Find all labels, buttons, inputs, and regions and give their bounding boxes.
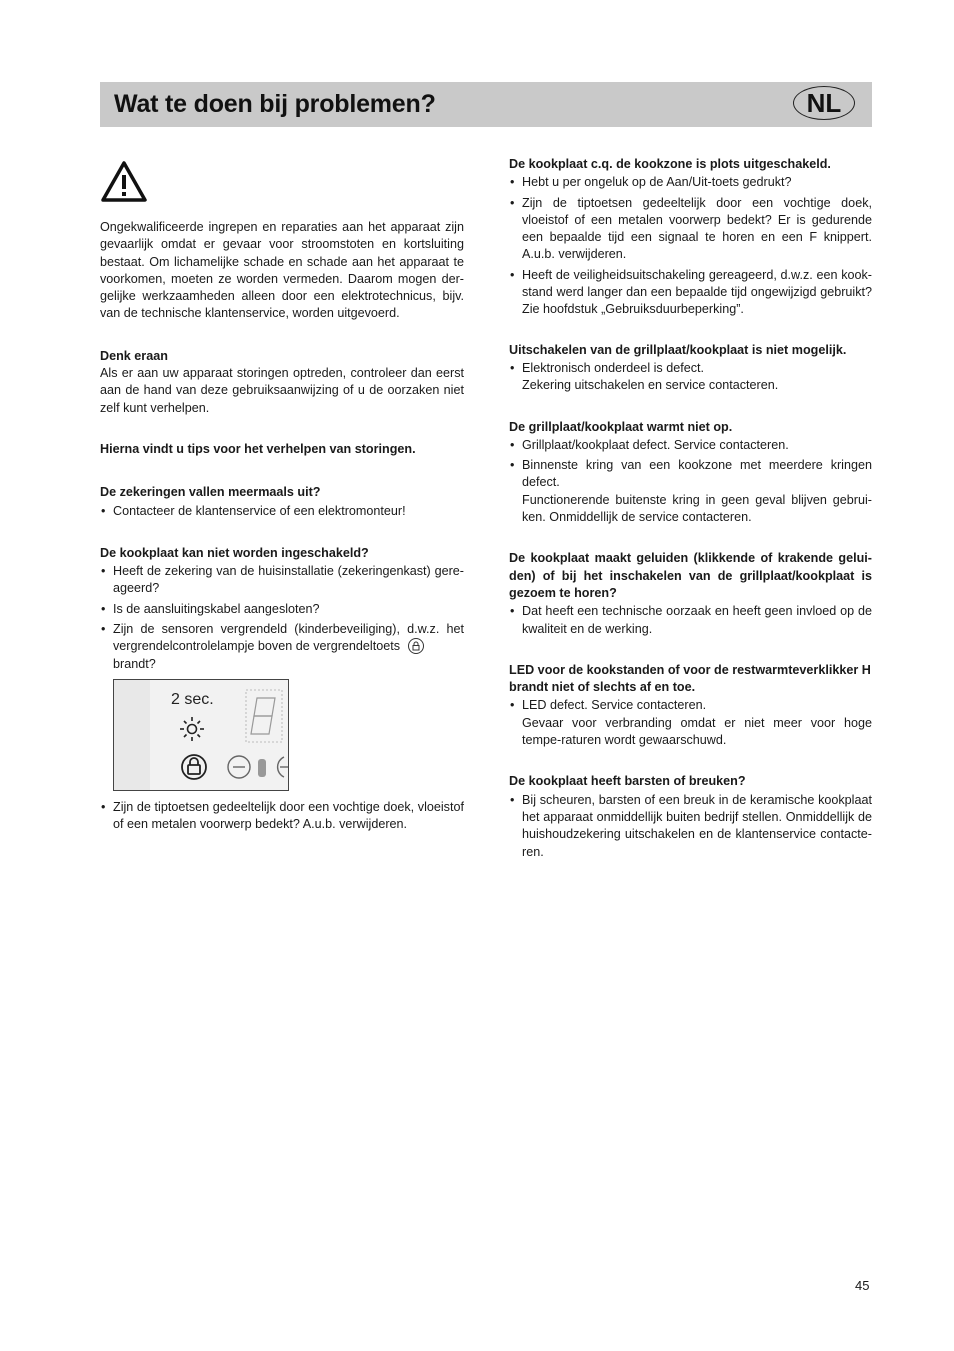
list-item: • Contacteer de klantenservice of een elektromonteur! <box>100 503 464 520</box>
list-item-text: Elektronisch onderdeel is defect. <box>522 360 705 375</box>
control-panel-graphic <box>114 680 288 790</box>
led-section <box>509 662 872 749</box>
list-item: • Heeft de veiligheidsuitschakeling gereageerd, d.w.z. een kook-stand werd langer dan een bepaalde tijd ongewijzigd gebruikt? Zie hoofdstuk „Gebruiksduurbeperking”. <box>509 267 872 319</box>
uitgeschakeld-section <box>509 156 872 319</box>
section-heading: Denk eraan <box>100 348 168 363</box>
list-item-text: Binnenste kring van een kookzone met meerdere kringen defect. <box>522 458 872 490</box>
list-item-continuation: Zekering uitschakelen en service contacteren. <box>522 378 779 393</box>
language-badge: NL <box>793 86 855 120</box>
section-heading: Uitschakelen van de grillplaat/kookplaat is niet mogelijk. <box>509 342 847 357</box>
bullet-list <box>509 360 872 395</box>
list-item <box>509 457 872 526</box>
section-heading: De grillplaat/kookplaat warmt niet op. <box>509 419 733 434</box>
section-heading: De kookplaat c.q. de kookzone is plots uitgeschakeld. <box>509 157 831 171</box>
list-item <box>509 360 872 395</box>
list-item-continuation: Functionerende buitenste kring in geen geval blijven gebrui-ken. Onmiddellijk de service contacteren. <box>522 492 872 525</box>
control-panel-illustration <box>113 679 289 791</box>
left-column <box>100 160 464 837</box>
list-item: • Bij scheuren, barsten of een breuk in de keramische kookplaat het apparaat onmiddellijk buiten bedrijf stellen. Onmiddellijk de huishoudzekering uitschakelen en de klantenservice contacte-ren. <box>509 792 872 861</box>
geluiden-section <box>509 550 872 637</box>
list-item-text-end: brandt? <box>113 656 156 671</box>
warmt-niet-section <box>509 419 872 527</box>
bullet-list <box>509 697 872 749</box>
list-item <box>509 697 872 749</box>
bullet-list <box>100 799 464 834</box>
section-heading: LED voor de kookstanden of voor de restwarmteverklikker H brandt niet of slechts af en toe. <box>509 662 871 695</box>
uitschakelen-section <box>509 342 872 395</box>
page-title: Wat te doen bij problemen? <box>114 90 436 118</box>
barsten-section <box>509 773 872 860</box>
warning-triangle-icon <box>100 160 148 203</box>
bullet-list <box>100 503 464 520</box>
kookplaat-section <box>100 545 464 834</box>
header-bar <box>100 82 872 127</box>
list-item: • Zijn de tiptoetsen gedeeltelijk door een vochtige doek, vloeistof of een metalen voorwerp bedekt? Er is gedurende een bepaalde tijd een signaal te horen en een F knippert. A.u.b. verwijderen. <box>509 195 872 264</box>
section-heading: De zekeringen vallen meermaals uit? <box>100 485 321 500</box>
zekeringen-section <box>100 484 464 520</box>
right-column <box>509 156 872 877</box>
tips-section <box>100 441 464 458</box>
list-item-text: Zijn de sensoren vergrendeld (kinderbeveiliging), d.w.z. het vergrendelcontrolelampje boven de vergrendeltoets <box>113 622 464 654</box>
list-item-continuation: Gevaar voor verbranding omdat er niet meer voor hoge tempe-raturen wordt gewaarschuwd. <box>522 715 872 748</box>
section-paragraph: Als er aan uw apparaat storingen optreden, controleer dan eerst aan de hand van deze gebruiksaanwijzing of u de oorzaken niet zelf kunt verhelpen. <box>100 366 464 415</box>
list-item-text: LED defect. Service contacteren. <box>522 698 707 713</box>
panel-timer-label: 2 sec. <box>171 690 214 708</box>
section-heading: De kookplaat maakt geluiden (klikkende of krakende gelui-den) of bij het inschakelen van de grillplaat/kookplaat is gezoem te horen? <box>509 551 872 600</box>
section-heading: De kookplaat heeft barsten of breuken? <box>509 774 746 789</box>
lock-button-icon <box>182 755 206 779</box>
list-item: • Zijn de tiptoetsen gedeeltelijk door een vochtige doek, vloeistof of een metalen voorwerp bedekt? A.u.b. verwijderen. <box>100 799 464 834</box>
list-item: • Hebt u per ongeluk op de Aan/Uit-toets gedrukt? <box>509 174 872 191</box>
denk-section <box>100 348 464 417</box>
list-item <box>100 621 464 673</box>
lock-icon <box>408 638 424 654</box>
bullet-list <box>509 603 872 638</box>
list-item: • Is de aansluitingskabel aangesloten? <box>100 601 464 618</box>
bullet-list <box>509 437 872 526</box>
bullet-list <box>100 563 464 673</box>
list-item: • Grillplaat/kookplaat defect. Service contacteren. <box>509 437 872 454</box>
list-item: • Dat heeft een technische oorzaak en heeft geen invloed op de kwaliteit en de werking. <box>509 603 872 638</box>
warning-paragraph: Ongekwalificeerde ingrepen en reparaties aan het apparaat zijn gevaarlijk omdat er gevaar voor stroomstoten en kortsluiting bestaat. Om lichamelijke schade en schade aan het apparaat te voorkomen, moeten ze worden vermeden. Daarom mogen der-gelijke werkzaamheden alleen door een elektrotechnicus, bijv. van de technische klantenservice, worden uitgevoerd. <box>100 220 464 321</box>
bullet-list <box>509 792 872 861</box>
list-item: • Heeft de zekering van de huisinstallatie (zekeringenkast) gere-ageerd? <box>100 563 464 598</box>
blink-sun-icon <box>180 717 204 741</box>
section-heading: Hierna vindt u tips voor het verhelpen van storingen. <box>100 441 416 456</box>
bullet-list <box>509 174 872 318</box>
section-heading: De kookplaat kan niet worden ingeschakeld? <box>100 545 369 560</box>
page-number: 45 <box>855 1278 870 1293</box>
warning-section <box>100 219 464 323</box>
